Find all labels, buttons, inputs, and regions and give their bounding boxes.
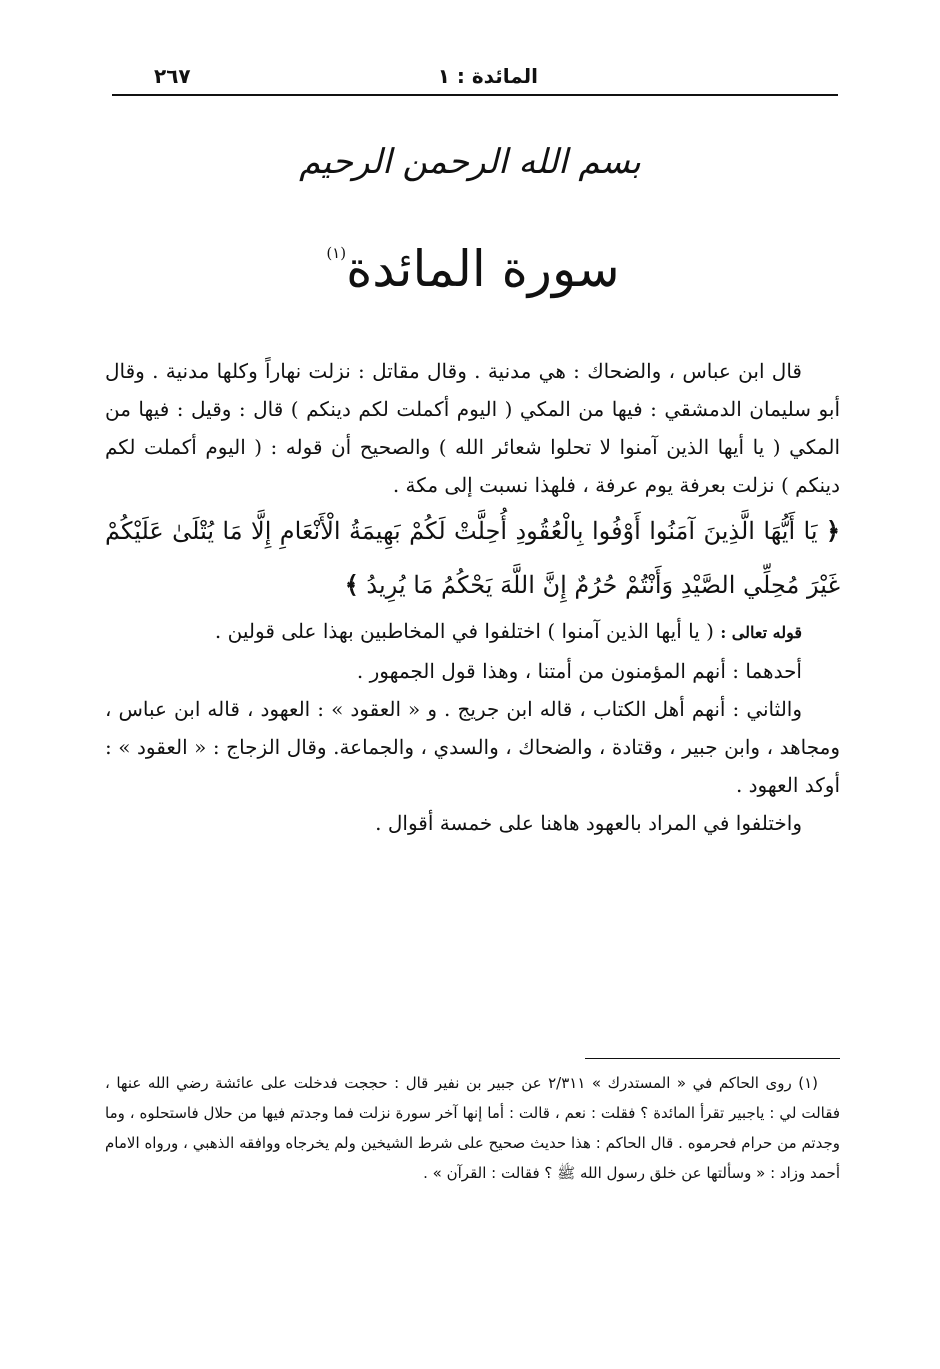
verse-close-bracket: ﴾ bbox=[344, 570, 359, 599]
footnote bbox=[105, 1068, 840, 1188]
footnote-text: (١) روى الحاكم في « المستدرك » ٢/٣١١ عن جبير بن نفير قال : حججت فدخلت على عائشة رضي الله عنها ، فقالت لي : ياجبير تقرأ المائدة ؟ فقلت : نعم ، قالت : أما إنها آخر سورة نزلت فما وجدتم فيها من حلال فاستحلوه ، وما وجدتم من حرام فحرموه . قال الحاكم : هذا حديث صحيح على شرط الشيخين ولم يخرجاه ووافقه الذهبي ، ورواه الامام أحمد وزاد : « وسألتها عن خلق رسول الله ﷺ ؟ فقالت : القرآن » . bbox=[105, 1074, 840, 1182]
commentary-first-text: ( يا أيها الذين آمنوا ) اختلفوا في المخاطبين بهذا على قولين . bbox=[214, 619, 714, 643]
commentary-heading bbox=[105, 612, 840, 652]
sura-title-block bbox=[0, 240, 940, 298]
commentary-line: واختلفوا في المراد بالعهود هاهنا على خمسة أقوال . bbox=[375, 811, 802, 835]
page-number: ٢٦٧ bbox=[154, 64, 191, 88]
main-text bbox=[105, 352, 840, 842]
verse-text: يَا أَيُّهَا الَّذِينَ آمَنُوا أَوْفُوا بِالْعُقُودِ أُحِلَّتْ لَكُمْ بَهِيمَةُ الْأَنْعَامِ إِلَّا مَا يُتْلَىٰ عَلَيْكُمْ غَيْرَ مُحِلِّي الصَّيْدِ وَأَنْتُمْ حُرُمٌ إِنَّ اللَّهَ يَحْكُمُ مَا يُرِيدُ bbox=[105, 517, 840, 599]
verse-open-bracket: ﴿ bbox=[825, 516, 840, 545]
commentary-line: والثاني : أنهم أهل الكتاب ، قاله ابن جريج . و « العقود » : العهود ، قاله ابن عباس ، ومجاهد ، وابن جبير ، وقتادة ، والضحاك ، والسدي ، والجماعة. وقال الزجاج : « العقود » : أوكد العهود . bbox=[105, 697, 840, 797]
page-header bbox=[112, 58, 838, 96]
basmala: بسم الله الرحمن الرحيم bbox=[299, 142, 641, 182]
commentary-line: أحدهما : أنهم المؤمنون من أمتنا ، وهذا قول الجمهور . bbox=[356, 659, 802, 683]
intro-paragraph: قال ابن عباس ، والضحاك : هي مدنية . وقال مقاتل : نزلت نهاراً وكلها مدنية . وقال أبو سليمان الدمشقي : فيها من المكي ( اليوم أكملت لكم دينكم ) قال : وقيل : فيها من المكي ( يا أيها الذين آمنوا لا تحلوا شعائر الله ) والصحيح أن قوله : ( اليوم أكملت لكم دينكم ) نزلت بعرفة يوم عرفة ، فلهذا نسبت إلى مكة . bbox=[105, 359, 840, 497]
running-title: المائدة : ١ bbox=[437, 64, 538, 88]
footnote-divider bbox=[585, 1058, 840, 1059]
quran-verse bbox=[105, 504, 840, 612]
sura-title: سورة المائدة bbox=[346, 240, 620, 298]
footnote-marker: (١) bbox=[326, 244, 347, 262]
commentary-label: قوله تعالى : bbox=[720, 623, 802, 642]
